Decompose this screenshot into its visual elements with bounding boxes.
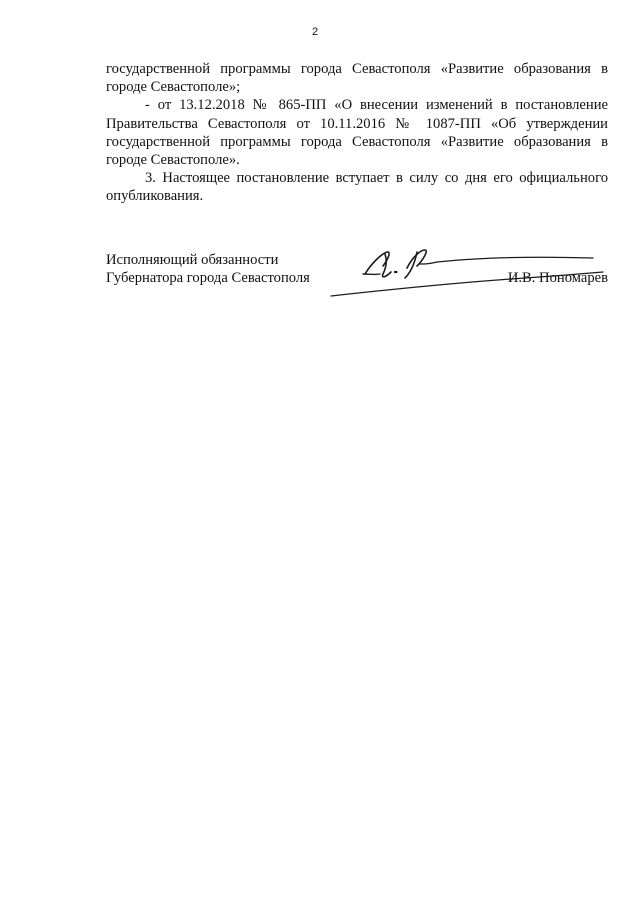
- signatory-title-line-2: Губернатора города Севастополя: [106, 270, 310, 287]
- signatory-title-line-1: Исполняющий обязанности: [106, 252, 279, 268]
- page-number: 2: [311, 26, 319, 38]
- signatory-name: И.В. Пономарев: [507, 270, 608, 287]
- paragraph-continuation: государственной программы города Севастополя «Развитие образования в городе Севастополе»;: [106, 61, 608, 96]
- document-body: [106, 60, 608, 206]
- paragraph-list-item: - от 13.12.2018 № 865-ПП «О внесении изменений в постановление Правительства Севастополя от 10.11.2016 № 1087-ПП «Об утверждении государственной программы города Севастополя «Развитие образования в городе Севастополе».: [106, 97, 608, 169]
- handwritten-signature: [325, 244, 605, 300]
- paragraph-effective-date: 3. Настоящее постановление вступает в силу со дня его официального опубликования.: [106, 170, 608, 205]
